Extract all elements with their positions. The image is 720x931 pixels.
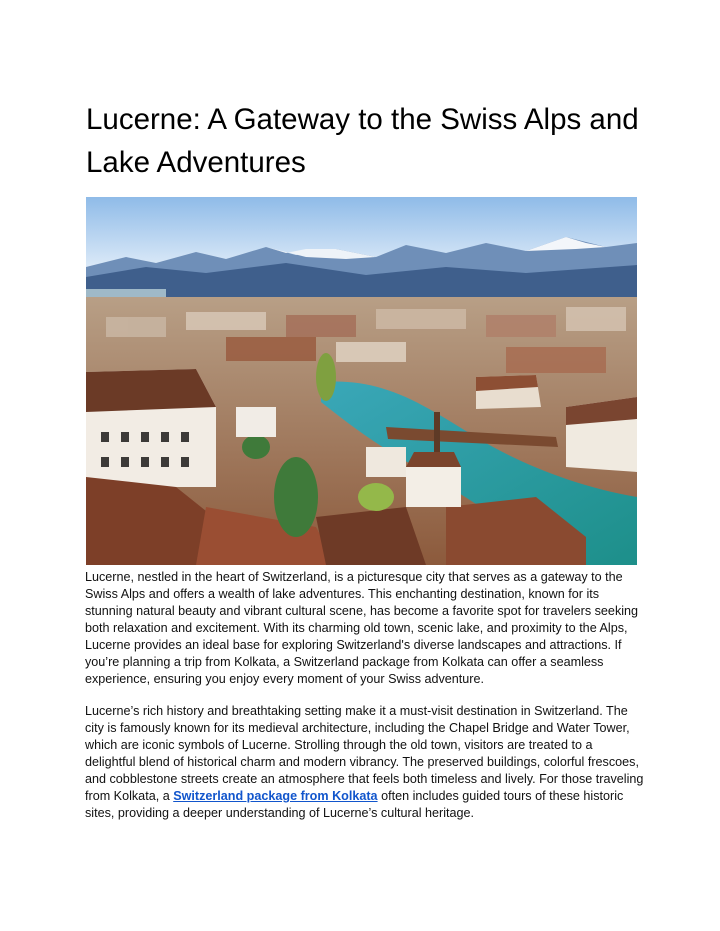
- hero-image: [86, 197, 637, 565]
- switzerland-package-link[interactable]: Switzerland package from Kolkata: [173, 789, 378, 803]
- page-title: Lucerne: A Gateway to the Swiss Alps and Lake Adventures: [86, 103, 639, 179]
- paragraph-history-text-before: Lucerne’s rich history and breathtaking setting make it a must-visit destination in Switzerland. The city is famously known for its medieval architecture, including the Chapel Bridge and Water Tower, which are iconic symbols of Lucerne. Strolling through the old town, visitors are treated to a delightful blend of historical charm and modern vibrancy. The preserved buildings, colorful frescoes, and cobblestone streets create an atmosphere that feels both timeless and lively. For those traveling from Kolkata, a: [85, 704, 644, 803]
- paragraph-history-text-after: often includes guided tours of these historic sites, providing a deeper understanding of Lucerne’s cultural heritage.: [85, 789, 624, 820]
- lucerne-aerial-illustration: [86, 197, 637, 565]
- paragraph-history: [85, 703, 645, 822]
- paragraph-intro: Lucerne, nestled in the heart of Switzerland, is a picturesque city that serves as a gateway to the Swiss Alps and offers a wealth of lake adventures. This enchanting destination, known for its stunning natural beauty and vibrant cultural scene, has become a favorite spot for travelers seeking both relaxation and excitement. With its charming old town, scenic lake, and proximity to the Alps, Lucerne provides an ideal base for exploring Switzerland's diverse landscapes and attractions. If you’re planning a trip from Kolkata, a Switzerland package from Kolkata can offer a seamless experience, ensuring you enjoy every moment of your Swiss adventure.: [85, 570, 639, 686]
